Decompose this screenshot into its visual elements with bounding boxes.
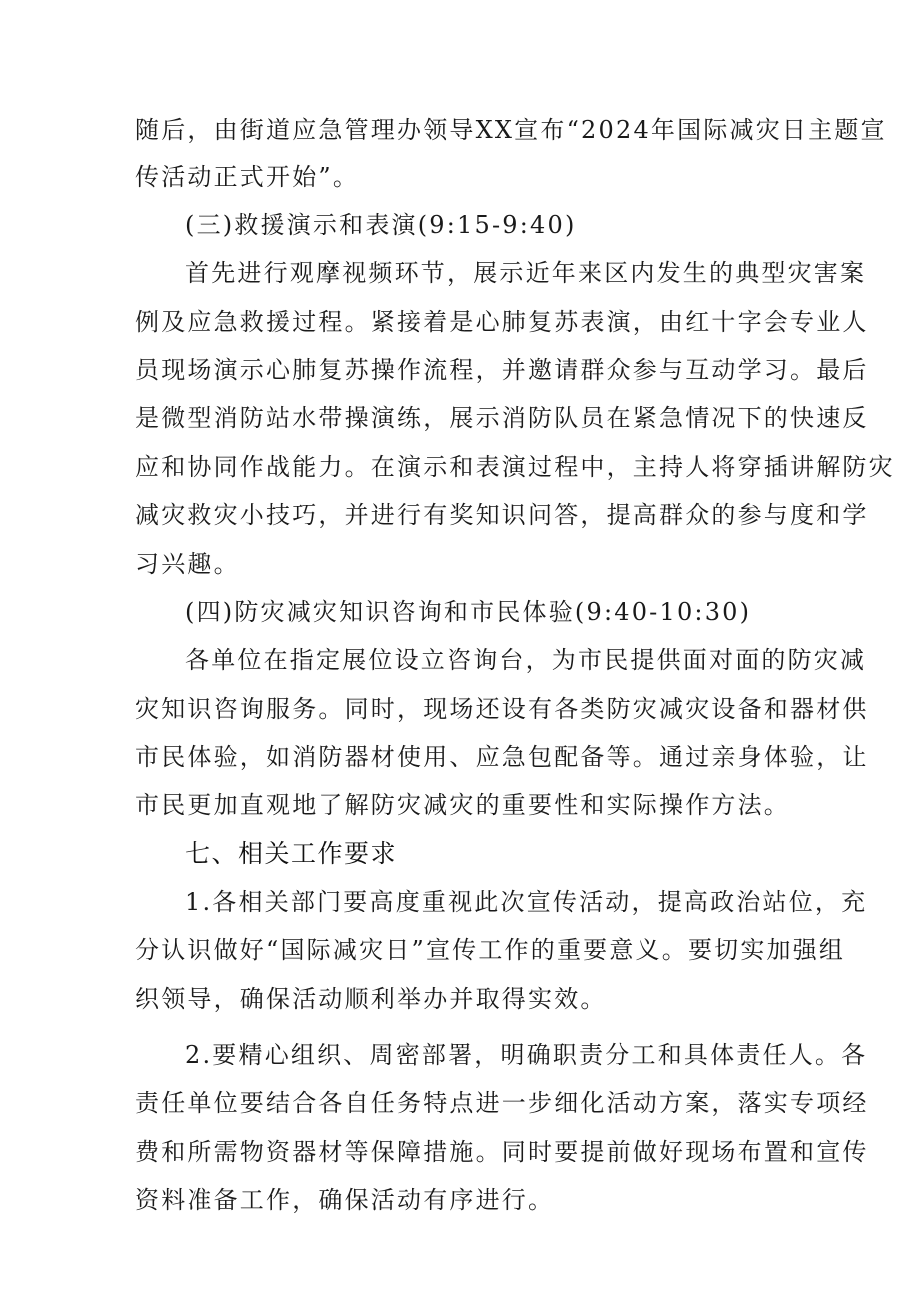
section-3-line-2: 例及应急救援过程。紧接着是心肺复苏表演，由红十字会专业人	[135, 308, 869, 336]
section-4-line-3: 市民体验，如消防器材使用、应急包配备等。通过亲身体验，让	[135, 743, 869, 771]
item-2-line-2: 责任单位要结合各自任务特点进一步细化活动方案，落实专项经	[135, 1089, 869, 1117]
chapter-7-heading: 七、相关工作要求	[185, 839, 398, 868]
section-3-title: (三)救援演示和表演(9:15-9:40)	[185, 211, 577, 239]
intro-line-1: 随后，由街道应急管理办领导XX宣布“2024年国际减灾日主题宣	[135, 116, 887, 144]
item-1-line-3: 织领导，确保活动顺利举办并取得实效。	[135, 985, 607, 1013]
intro-line-2: 传活动正式开始”。	[135, 163, 360, 191]
section-4-title: (四)防灾减灾知识咨询和市民体验(9:40-10:30)	[185, 598, 752, 626]
section-3-line-5: 应和协同作战能力。在演示和表演过程中，主持人将穿插讲解防灾	[135, 453, 895, 481]
item-2-line-4: 资料准备工作，确保活动有序进行。	[135, 1186, 555, 1214]
item-1-line-2: 分认识做好“国际减灾日”宣传工作的重要意义。要切实加强组	[135, 936, 846, 964]
section-3-line-4: 是微型消防站水带操演练，展示消防队员在紧急情况下的快速反	[135, 404, 869, 432]
section-4-line-1: 各单位在指定展位设立咨询台，为市民提供面对面的防灾减	[185, 646, 867, 674]
section-4-line-2: 灾知识咨询服务。同时，现场还设有各类防灾减灾设备和器材供	[135, 695, 869, 723]
section-3-line-1: 首先进行观摩视频环节，展示近年来区内发生的典型灾害案	[185, 259, 867, 287]
item-2-line-1: 2.要精心组织、周密部署，明确职责分工和具体责任人。各	[185, 1041, 868, 1069]
section-3-line-3: 员现场演示心肺复苏操作流程，并邀请群众参与互动学习。最后	[135, 356, 869, 384]
item-1-line-1: 1.各相关部门要高度重视此次宣传活动，提高政治站位，充	[185, 888, 868, 916]
section-3-line-6: 减灾救灾小技巧，并进行有奖知识问答，提高群众的参与度和学	[135, 501, 869, 529]
section-3-line-7: 习兴趣。	[135, 550, 240, 578]
item-2-line-3: 费和所需物资器材等保障措施。同时要提前做好现场布置和宣传	[135, 1138, 869, 1166]
section-4-line-4: 市民更加直观地了解防灾减灾的重要性和实际操作方法。	[135, 791, 790, 819]
